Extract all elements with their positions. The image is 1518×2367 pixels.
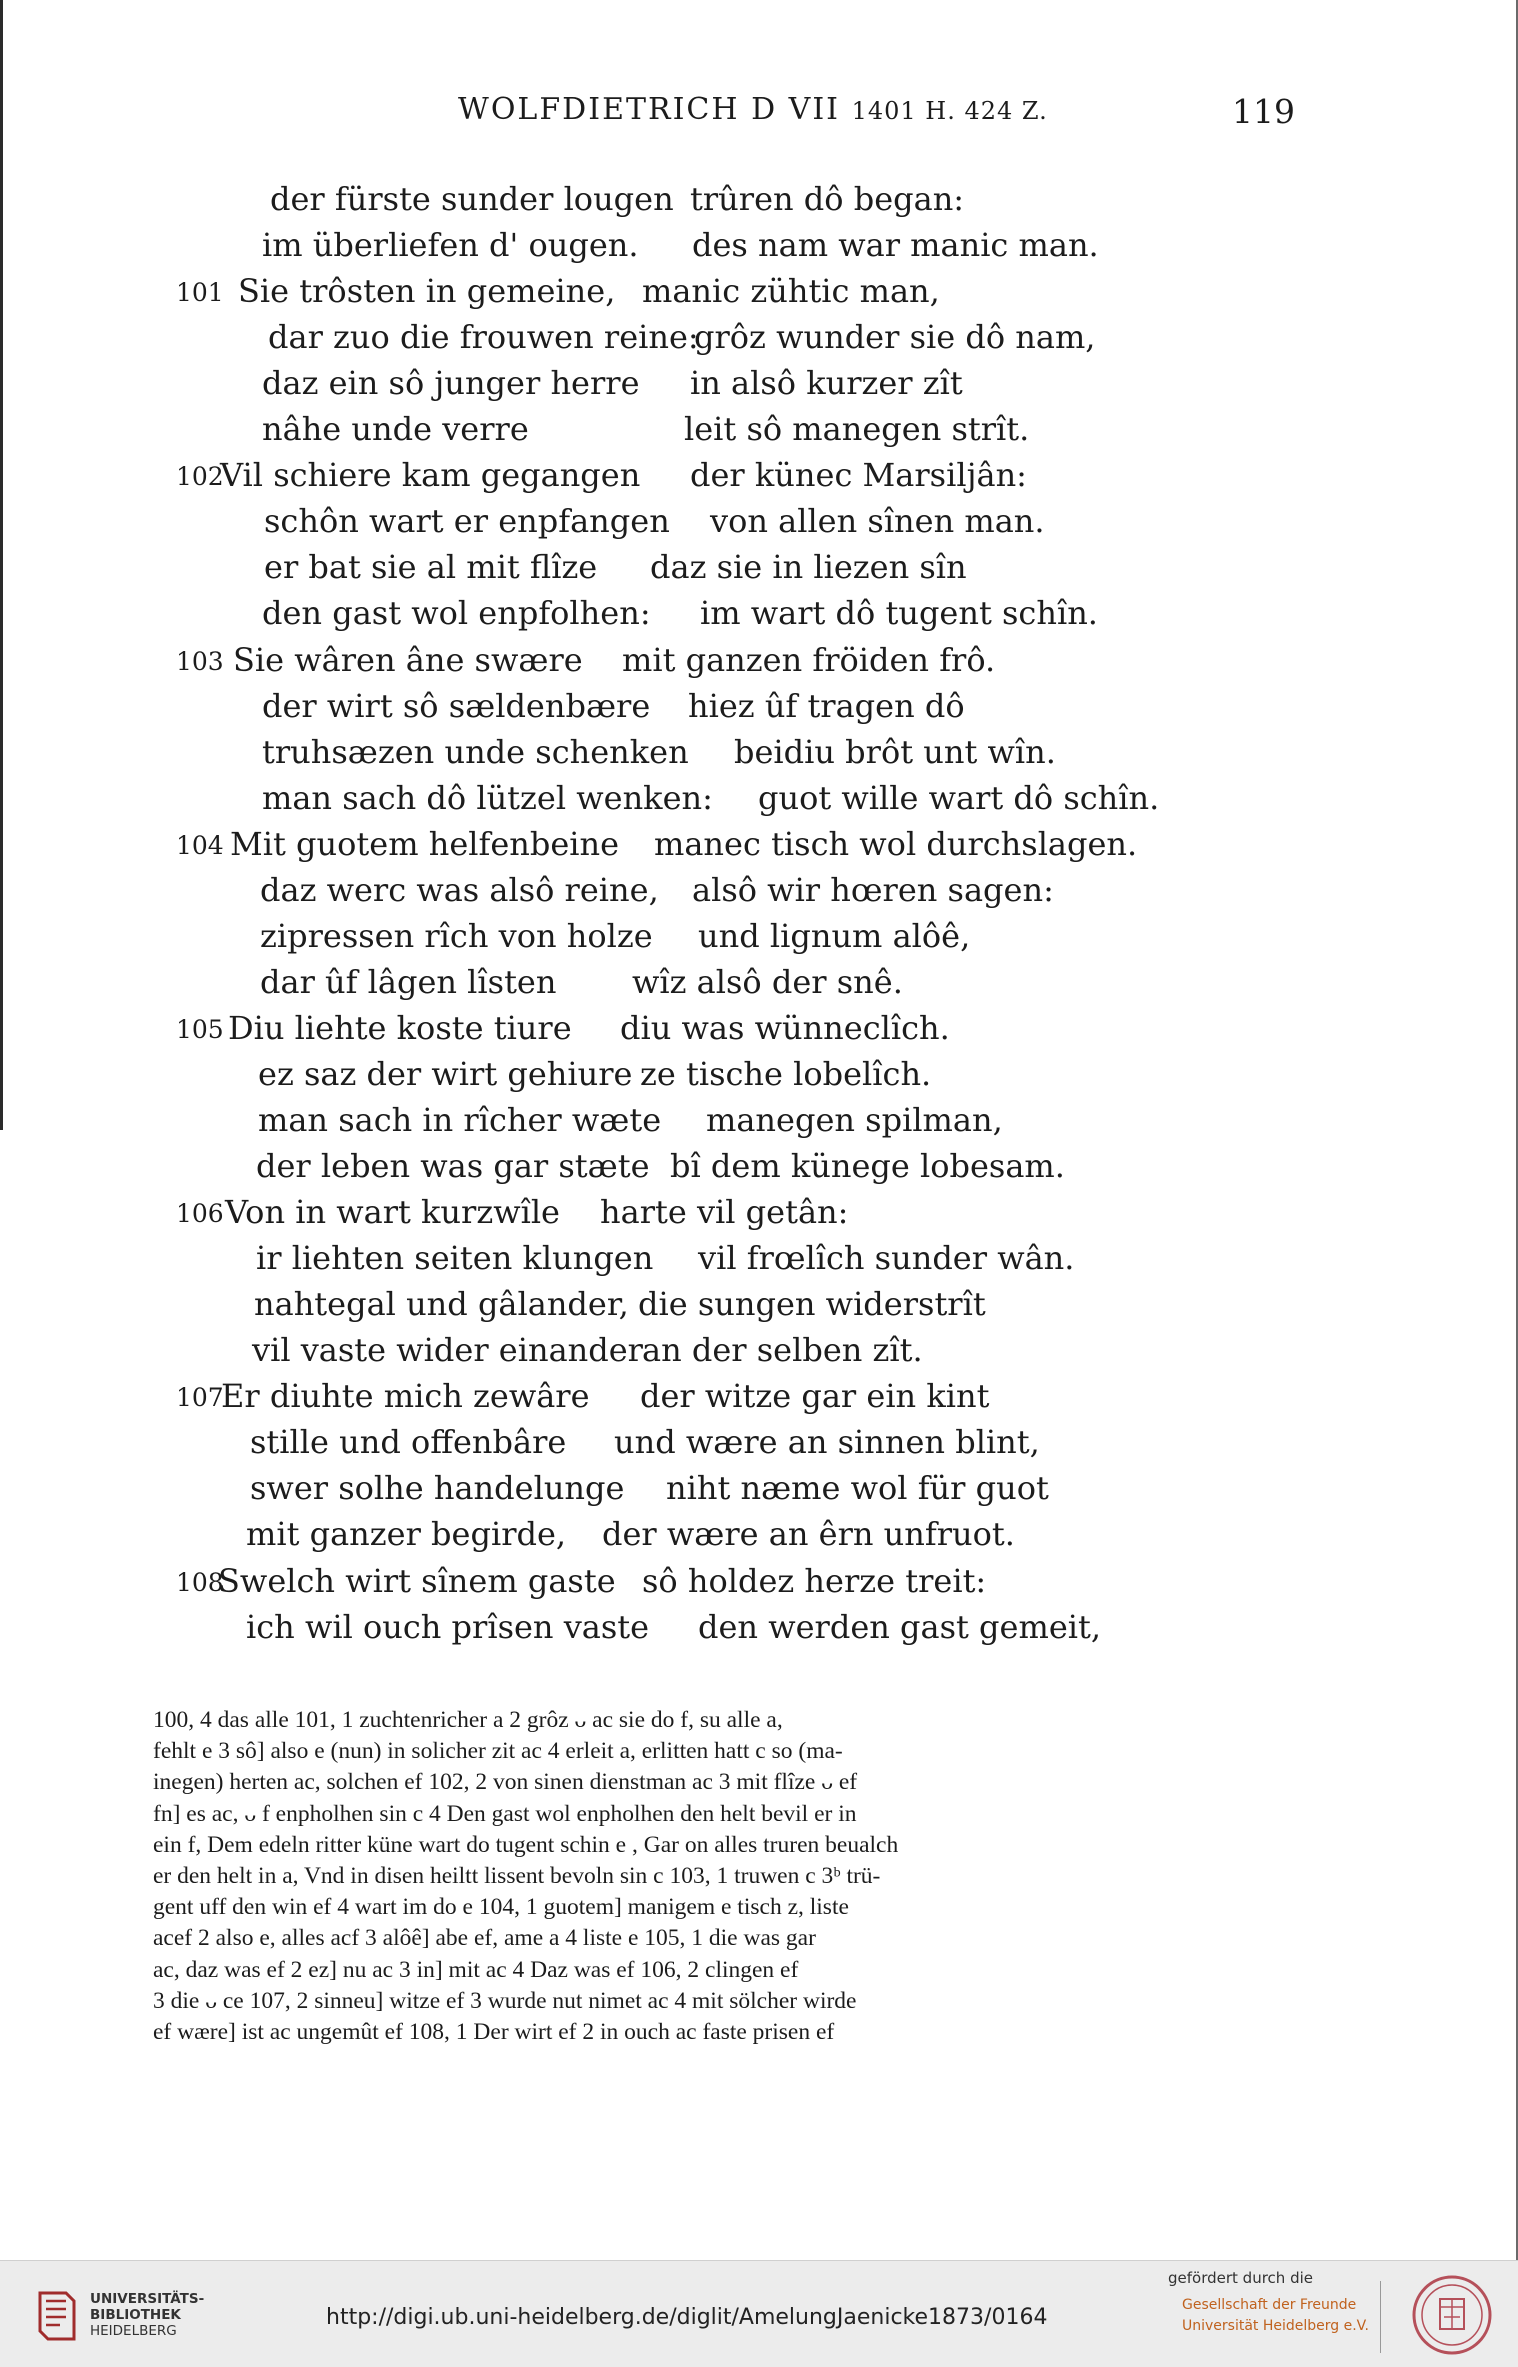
verse-first-half: Diu liehte koste tiure — [228, 1008, 572, 1047]
verse-second-half: der künec Marsiljân: — [690, 456, 1027, 495]
verse-second-half: harte vil getân: — [600, 1193, 849, 1232]
verse-second-half: und lignum alôê, — [698, 916, 971, 955]
verse-second-half: niht næme wol für guot — [666, 1469, 1049, 1508]
verse-second-half: die sungen widerstrît — [638, 1285, 986, 1324]
society-name — [1182, 2295, 1369, 2337]
library-name-line2: BIBLIOTHEK — [90, 2307, 181, 2323]
verse-second-half: den werden gast gemeit, — [698, 1607, 1102, 1646]
verse-second-half: manegen spilman, — [706, 1101, 1003, 1139]
verse-second-half: diu was wünneclîch. — [620, 1008, 950, 1047]
verse-second-half: hiez ûf tragen dô — [688, 686, 965, 725]
library-name — [90, 2291, 204, 2339]
apparatus-line: ein f, Dem edeln ritter küne wart do tugent schin e , Gar on alles truren beualch — [153, 1831, 899, 1858]
verse-second-half: daz sie in liezen sîn — [650, 548, 967, 587]
library-name-line1: UNIVERSITÄTS- — [90, 2291, 205, 2307]
viewer-footer — [0, 2260, 1518, 2367]
running-title-ref: 1401 H. 424 Z. — [851, 97, 1048, 125]
verse-first-half: man sach dô lützel wenken: — [262, 778, 713, 817]
verse-second-half: sô holdez herze treit: — [642, 1561, 987, 1600]
verse-first-half: nâhe unde verre — [262, 410, 529, 449]
verse-first-half: stille und offenbâre — [250, 1423, 567, 1462]
library-logo-icon — [36, 2289, 78, 2343]
society-name-line2: Universität Heidelberg e.V. — [1182, 2318, 1369, 2334]
apparatus-line: fehlt e 3 sô] also e (nun) in solicher zit ac 4 erleit a, erlitten hatt c so (ma- — [153, 1738, 843, 1765]
verse-second-half: guot wille wart dô schîn. — [758, 778, 1160, 817]
verse-first-half: swer solhe handelunge — [250, 1469, 625, 1508]
verse-second-half: alsô wir hœren sagen: — [692, 870, 1054, 909]
verse-first-half: im überliefen d' ougen. — [262, 226, 639, 265]
apparatus-line: er den helt in a, Vnd in disen heiltt lissent bevoln sin c 103, 1 truwen c 3ᵇ trü- — [153, 1862, 881, 1889]
verse-first-half: ich wil ouch prîsen vaste — [246, 1607, 650, 1646]
page-number: 119 — [1232, 92, 1295, 131]
verse-second-half: grôz wunder sie dô nam, — [694, 318, 1096, 357]
verse-second-half: wîz alsô der snê. — [632, 962, 903, 1001]
verse-first-half: Sie trôsten in gemeine, — [238, 272, 616, 311]
university-seal-icon — [1402, 2273, 1502, 2357]
verse-second-half: der witze gar ein kint — [640, 1377, 990, 1416]
apparatus-line: acef 2 also e, alles acf 3 alôê] abe ef, ame a 4 liste e 105, 1 die was gar — [153, 1925, 816, 1952]
verse-first-half: Er diuhte mich zewâre — [221, 1377, 590, 1416]
apparatus-line: 3 die ᴗ ce 107, 2 sinneu] witze ef 3 wurde nut nimet ac 4 mit sölcher wirde — [153, 1987, 857, 2014]
verse-first-half: Mit guotem helfenbeine — [230, 824, 620, 863]
verse-first-half: ez saz der wirt gehiure — [258, 1054, 633, 1093]
verse-first-half: den gast wol enpfolhen: — [262, 594, 651, 633]
verse-first-half: Von in wart kurzwîle — [225, 1193, 560, 1232]
verse-first-half: vil vaste wider einander — [252, 1331, 643, 1370]
verse-first-half: der wirt sô sældenbære — [262, 686, 651, 725]
verse-first-half: der fürste sunder lougen — [270, 180, 674, 218]
apparatus-line: gent uff den win ef 4 wart im do e 104, 1 guotem] manigem e tisch z, liste — [153, 1894, 849, 1921]
verse-first-half: der leben was gar stæte — [256, 1147, 650, 1186]
stanza-number: 106 — [176, 1199, 224, 1229]
verse-second-half: bî dem künege lobesam. — [670, 1147, 1065, 1186]
verse-first-half: man sach in rîcher wæte — [258, 1101, 662, 1139]
stanza-number: 108 — [176, 1567, 224, 1597]
verse-second-half: manec tisch wol durchslagen. — [654, 824, 1138, 863]
verse-first-half: Sie wâren âne swære — [233, 640, 583, 679]
stanza-number: 104 — [176, 830, 224, 860]
apparatus-line: inegen) herten ac, solchen ef 102, 2 von sinen dienstman ac 3 mit flîze ᴗ ef — [153, 1769, 858, 1796]
verse-first-half: ir liehten seiten klungen — [256, 1239, 654, 1278]
verse-second-half: mit ganzen fröiden frô. — [622, 640, 996, 679]
verse-second-half: von allen sînen man. — [710, 502, 1045, 541]
verse-second-half: in alsô kurzer zît — [690, 364, 963, 403]
footer-divider — [1380, 2281, 1381, 2353]
stanza-number: 105 — [176, 1014, 224, 1044]
verse-second-half: des nam war manic man. — [692, 226, 1099, 265]
verse-first-half: Swelch wirt sînem gaste — [218, 1561, 616, 1600]
apparatus-line: 100, 4 das alle 101, 1 zuchtenricher a 2 grôz ᴗ ac sie do f, su alle a, — [153, 1707, 783, 1733]
verse-second-half: und wære an sinnen blint, — [614, 1423, 1040, 1462]
funded-by-label: gefördert durch die — [1168, 2269, 1313, 2287]
verse-first-half: truhsæzen unde schenken — [262, 732, 689, 771]
stanza-number: 107 — [176, 1383, 224, 1413]
verse-second-half: vil frœlîch sunder wân. — [698, 1239, 1075, 1278]
permalink-url[interactable]: http://digi.ub.uni-heidelberg.de/diglit/AmelungJaenicke1873/0164 — [326, 2305, 1048, 2330]
verse-second-half: ze tische lobelîch. — [640, 1054, 932, 1093]
verse-first-half: dar ûf lâgen lîsten — [260, 962, 557, 1001]
verse-first-half: nahtegal und gâlander, — [254, 1285, 629, 1324]
verse-second-half: trûren dô began: — [690, 180, 965, 218]
verse-first-half: zipressen rîch von holze — [260, 916, 653, 955]
stanza-number: 101 — [176, 278, 224, 308]
running-title: WOLFDIETRICH D VII 1401 H. 424 Z. — [458, 92, 1048, 127]
verse-first-half: daz ein sô junger herre — [262, 364, 640, 403]
verse-second-half: manic zühtic man, — [642, 272, 940, 311]
apparatus-line: ef wære] ist ac ungemût ef 108, 1 Der wirt ef 2 in ouch ac faste prisen ef — [153, 2018, 835, 2045]
verse-second-half: leit sô manegen strît. — [684, 410, 1030, 449]
critical-apparatus — [153, 1705, 1278, 2048]
verse-second-half: im wart dô tugent schîn. — [700, 594, 1098, 633]
running-header — [0, 92, 1518, 136]
stanza-number: 103 — [176, 646, 224, 676]
verse-first-half: Vil schiere kam gegangen — [220, 456, 641, 495]
verse-first-half: daz werc was alsô reine, — [260, 870, 659, 909]
society-name-line1: Gesellschaft der Freunde — [1182, 2297, 1357, 2313]
verse-second-half: beidiu brôt unt wîn. — [734, 732, 1056, 771]
scan-edge-left — [0, 0, 3, 1130]
verse-first-half: er bat sie al mit flîze — [264, 548, 598, 587]
stanza-number: 102 — [176, 462, 224, 492]
verse-second-half: an der selben zît. — [642, 1331, 923, 1370]
apparatus-line: fn] es ac, ᴗ f enpholhen sin c 4 Den gast wol enpholhen den helt bevil er in — [153, 1800, 857, 1827]
verse-first-half: dar zuo die frouwen reine: — [268, 318, 699, 357]
verse-second-half: der wære an êrn unfruot. — [602, 1515, 1015, 1554]
verse-first-half: schôn wart er enpfangen — [264, 502, 670, 541]
apparatus-line: ac, daz was ef 2 ez] nu ac 3 in] mit ac 4 Daz was ef 106, 2 clingen ef — [153, 1956, 799, 1983]
library-name-line3: HEIDELBERG — [90, 2323, 177, 2339]
verse-first-half: mit ganzer begirde, — [246, 1515, 567, 1554]
